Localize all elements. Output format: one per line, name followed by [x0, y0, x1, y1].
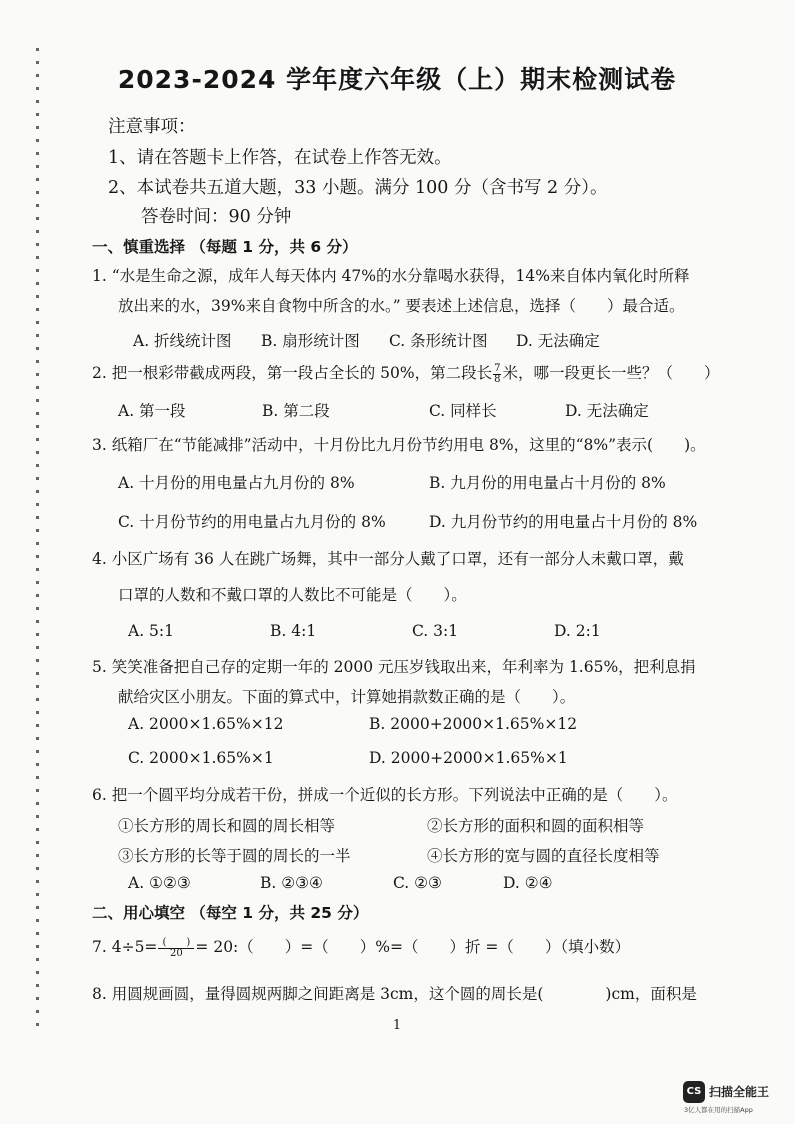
q2-text-before: 2. 把一根彩带截成两段，第一段占全长的 50%，第二段长 — [92, 364, 493, 382]
q1-option-a: A. 折线统计图 — [133, 332, 232, 350]
q7-text-before: 7. 4÷5= — [92, 938, 158, 956]
q1-option-c: C. 条形统计图 — [389, 332, 488, 350]
q6-text: 6. 把一个圆平均分成若干份，拼成一个近似的长方形。下列说法中正确的是（ ）。 — [92, 786, 678, 804]
section1-heading: 一、慎重选择 （每题 1 分，共 6 分） — [92, 238, 358, 256]
q1-option-b: B. 扇形统计图 — [261, 332, 360, 350]
q6-statement-3: ③长方形的长等于圆的周长的一半 — [118, 847, 351, 865]
q5-option-b: B. 2000+2000×1.65%×12 — [369, 715, 578, 733]
q4-option-d: D. 2:1 — [554, 622, 601, 640]
camscanner-tagline: 3亿人都在用的扫描App — [684, 1106, 753, 1114]
q2-text — [92, 361, 720, 385]
q6-option-d: D. ②④ — [503, 874, 553, 892]
q6-statement-4: ④长方形的宽与圆的直径长度相等 — [427, 847, 660, 865]
notice-heading: 注意事项： — [108, 117, 196, 137]
q6-option-a: A. ①②③ — [128, 874, 191, 892]
q2-fraction-den: 8 — [494, 373, 501, 385]
notice-item-3: 答卷时间：90 分钟 — [141, 207, 292, 227]
q2-option-b: B. 第二段 — [262, 402, 330, 420]
q3-text: 3. 纸箱厂在“节能减排”活动中，十月份比九月份节约用电 8%，这里的“8%”表示( )。 — [92, 436, 706, 454]
camscanner-logo-icon: CS — [683, 1081, 705, 1103]
q6-statement-1: ①长方形的周长和圆的周长相等 — [118, 817, 336, 835]
q3-option-d: D. 九月份节约的用电量占十月份的 8% — [429, 513, 698, 531]
q6-statement-2: ②长方形的面积和圆的面积相等 — [427, 817, 645, 835]
q1-line2: 放出来的水，39%来自食物中所含的水。” 要表述上述信息，选择（ ）最合适。 — [118, 297, 685, 315]
q4-line2: 口罩的人数和不戴口罩的人数比不可能是（ ）。 — [118, 586, 467, 604]
q6-option-c: C. ②③ — [393, 874, 442, 892]
section2-heading: 二、用心填空 （每空 1 分，共 25 分） — [92, 904, 369, 922]
q5-option-a: A. 2000×1.65%×12 — [128, 715, 284, 733]
q5-line2: 献给灾区小朋友。下面的算式中，计算她捐款数正确的是（ ）。 — [118, 688, 576, 706]
q2-fraction-num: 7 — [494, 362, 501, 374]
binding-line — [30, 48, 44, 1028]
q7-fraction — [158, 938, 194, 959]
q2-option-c: C. 同样长 — [429, 402, 497, 420]
q2-option-d: D. 无法确定 — [565, 402, 649, 420]
q7-text-after: = 20:（ ）=（ ）%=（ ）折 =（ ）（填小数） — [195, 938, 631, 956]
q5-option-c: C. 2000×1.65%×1 — [128, 749, 274, 767]
q3-option-c: C. 十月份节约的用电量占九月份的 8% — [118, 513, 386, 531]
q2-fraction — [493, 364, 501, 385]
q4-line1: 4. 小区广场有 36 人在跳广场舞，其中一部分人戴了口罩，还有一部分人未戴口罩，戴 — [92, 550, 684, 568]
q5-option-d: D. 2000+2000×1.65%×1 — [369, 749, 568, 767]
q4-option-a: A. 5:1 — [128, 622, 174, 640]
notice-item-2: 2、本试卷共五道大题，33 小题。满分 100 分（含书写 2 分）。 — [108, 178, 608, 198]
page-number: 1 — [392, 1018, 402, 1033]
q7-fraction-den: 20 — [170, 947, 183, 959]
q4-option-b: B. 4:1 — [270, 622, 317, 640]
notice-item-1: 1、请在答题卡上作答，在试卷上作答无效。 — [108, 148, 452, 168]
q1-line1: 1. “水是生命之源，成年人每天体内 47%的水分靠喝水获得，14%来自体内氧化时所释 — [92, 267, 690, 285]
camscanner-name: 扫描全能王 — [709, 1085, 770, 1099]
q2-text-after: 米，哪一段更长一些？（ ） — [502, 364, 720, 382]
q4-option-c: C. 3:1 — [412, 622, 459, 640]
q3-option-a: A. 十月份的用电量占九月份的 8% — [118, 474, 355, 492]
q7-text — [92, 935, 630, 959]
q3-option-b: B. 九月份的用电量占十月份的 8% — [429, 474, 666, 492]
exam-title: 2023-2024 学年度六年级（上）期末检测试卷 — [117, 65, 677, 94]
q5-line1: 5. 笑笑准备把自己存的定期一年的 2000 元压岁钱取出来，年利率为 1.65%，把利息捐 — [92, 658, 696, 676]
q2-option-a: A. 第一段 — [118, 402, 186, 420]
q7-fraction-num: ( ) — [158, 938, 194, 949]
q8-text: 8. 用圆规画圆，量得圆规两脚之间距离是 3cm，这个圆的周长是( )cm，面积是 — [92, 985, 697, 1003]
q1-option-d: D. 无法确定 — [516, 332, 600, 350]
q6-option-b: B. ②③④ — [260, 874, 323, 892]
